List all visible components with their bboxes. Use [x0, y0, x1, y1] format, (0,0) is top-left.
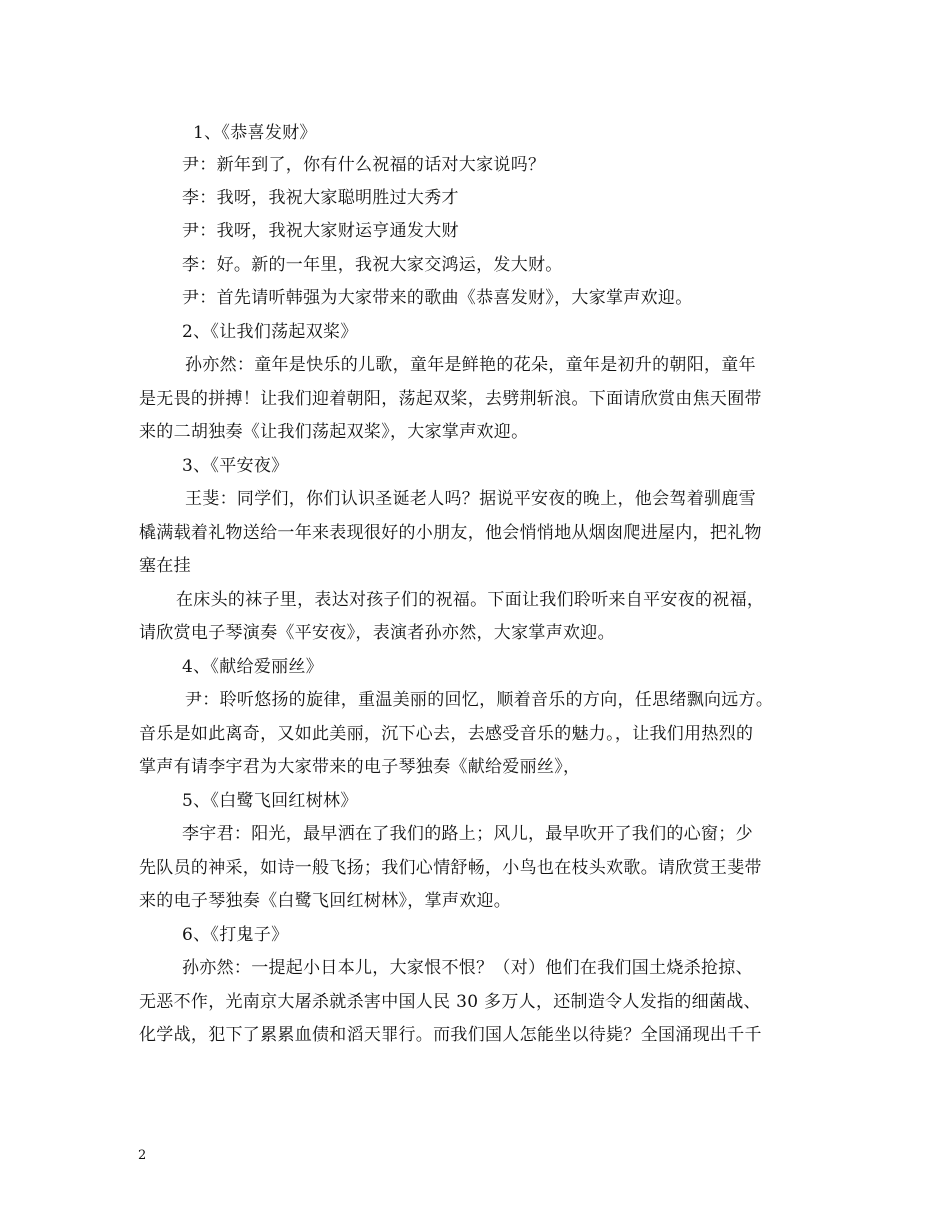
dialogue-line: 李：好。新的一年里，我祝大家交鸿运，发大财。 [182, 255, 563, 275]
paragraph-line: 王斐：同学们，你们认识圣诞老人吗？据说平安夜的晚上，他会驾着驯鹿雪 [185, 489, 756, 509]
paragraph-line: 在床头的袜子里，表达对孩子们的祝福。下面让我们聆听来自平安夜的祝福， [176, 590, 765, 610]
program-heading-5: 5、《白鹭飞回红树林》 [182, 791, 358, 811]
paragraph-line: 橇满载着礼物送给一年来表现很好的小朋友，他会悄悄地从烟囱爬进屋内，把礼物 [139, 523, 762, 543]
program-heading-4: 4、《献给爱丽丝》 [182, 657, 324, 677]
paragraph-line: 孙亦然：一提起小日本儿，大家恨不恨？（对）他们在我们国土烧杀抢掠、 [182, 958, 753, 978]
paragraph-line: 来的二胡独奏《让我们荡起双桨》，大家掌声欢迎。 [139, 422, 529, 442]
paragraph-line: 先队员的神采，如诗一般飞扬；我们心情舒畅，小鸟也在枝头欢歌。请欣赏王斐带 [139, 858, 762, 878]
paragraph-line: 化学战，犯下了累累血债和滔天罪行。而我们国人怎能坐以待毙？全国涌现出千千 [139, 1025, 762, 1045]
program-heading-2: 2、《让我们荡起双桨》 [182, 322, 358, 342]
dialogue-line: 尹：首先请听韩强为大家带来的歌曲《恭喜发财》，大家掌声欢迎。 [182, 288, 693, 308]
paragraph-line: 无恶不作，光南京大屠杀就杀害中国人民 30 多万人，还制造令人发指的细菌战、 [139, 992, 761, 1012]
dialogue-line: 尹：新年到了，你有什么祝福的话对大家说吗？ [182, 155, 546, 175]
paragraph-line: 来的电子琴独奏《白鹭飞回红树林》，掌声欢迎。 [139, 891, 512, 911]
paragraph-line: 音乐是如此离奇，又如此美丽，沉下心去，去感受音乐的魅力。，让我们用热烈的 [139, 724, 754, 744]
paragraph-line: 尹：聆听悠扬的旋律，重温美丽的回忆，顺着音乐的方向，任思绪飘向远方。 [185, 690, 774, 710]
paragraph-line: 李宇君：阳光，最早洒在了我们的路上；风儿，最早吹开了我们的心窗；少 [182, 824, 753, 844]
paragraph-line: 塞在挂 [139, 556, 191, 576]
program-heading-6: 6、《打鬼子》 [182, 925, 289, 945]
paragraph-line: 孙亦然：童年是快乐的儿歌，童年是鲜艳的花朵，童年是初升的朝阳，童年 [185, 355, 756, 375]
page-number: 2 [138, 1148, 147, 1163]
paragraph-line: 掌声有请李宇君为大家带来的电子琴独奏《献给爱丽丝》， [139, 757, 581, 777]
program-heading-3: 3、《平安夜》 [182, 456, 289, 476]
program-heading-1: 1、《恭喜发财》 [193, 123, 317, 143]
paragraph-line: 是无畏的拼搏！让我们迎着朝阳，荡起双桨，去劈荆斩浪。下面请欣赏由焦天囿带 [139, 389, 762, 409]
dialogue-line: 尹：我呀，我祝大家财运亨通发大财 [182, 221, 459, 241]
dialogue-line: 李：我呀，我祝大家聪明胜过大秀才 [182, 188, 459, 208]
paragraph-line: 请欣赏电子琴演奏《平安夜》，表演者孙亦然，大家掌声欢迎。 [139, 623, 615, 643]
